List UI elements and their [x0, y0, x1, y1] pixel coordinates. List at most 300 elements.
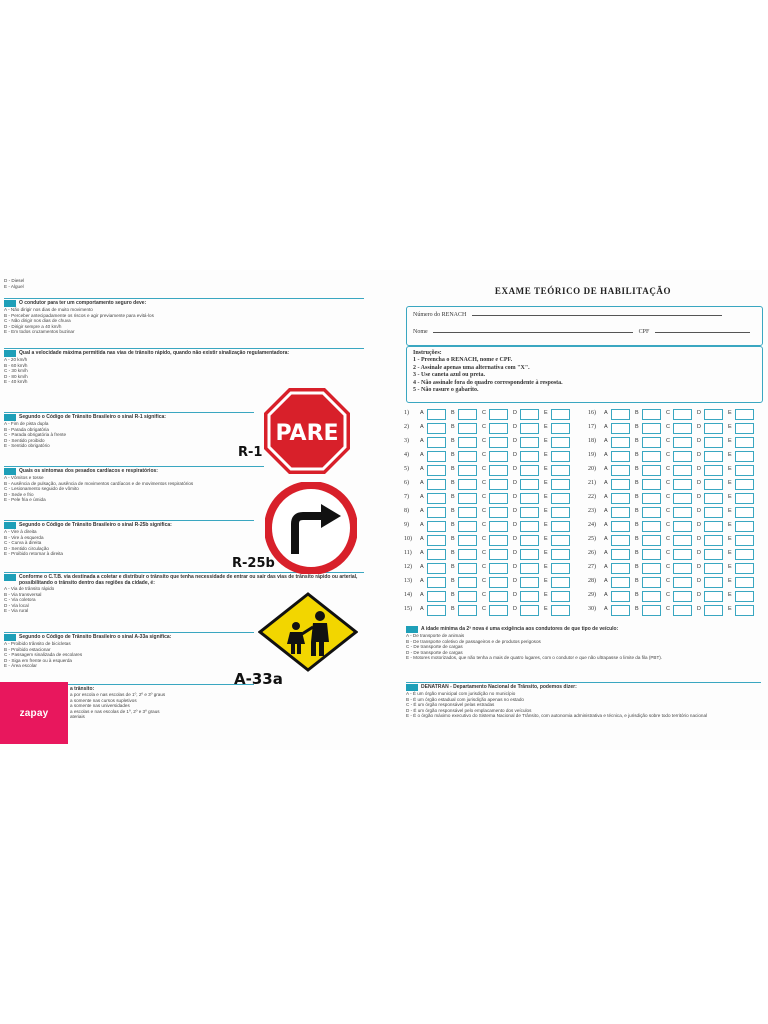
question-stem: Segundo o Código de Trânsito Brasileiro o sinal R-25b significa: [19, 522, 172, 528]
option-text: D - De transporte de cargas [406, 649, 463, 655]
answer-checkbox[interactable] [458, 507, 477, 518]
answer-checkbox[interactable] [551, 409, 570, 420]
option-text: E - Área escolar [4, 663, 37, 669]
candidate-header-box [406, 306, 763, 346]
sign-code-a33a: A-33a [234, 670, 283, 688]
answer-checkbox[interactable] [551, 577, 570, 588]
answer-letter: B [635, 606, 639, 612]
question-stem: A idade mínima da 2ª nova é uma exigência aos condutores de que tipo de veículo: [421, 626, 619, 632]
answer-checkbox[interactable] [735, 577, 754, 588]
answer-checkbox[interactable] [642, 493, 661, 504]
answer-letter: E [544, 522, 548, 528]
answer-letter: D [697, 438, 701, 444]
answer-letter: D [697, 410, 701, 416]
answer-checkbox[interactable] [489, 409, 508, 420]
answer-letter: C [482, 550, 486, 556]
answer-checkbox[interactable] [551, 563, 570, 574]
option-text: C - Não dirigir nos dias de chuva [4, 318, 71, 324]
answer-checkbox[interactable] [427, 437, 446, 448]
instruction-item: 2 - Assinale apenas uma alternativa com "X". [413, 364, 530, 371]
option-text: D - Sentido circulação [4, 545, 49, 551]
answer-letter: C [666, 452, 670, 458]
answer-checkbox[interactable] [735, 493, 754, 504]
answer-letter: B [451, 564, 455, 570]
answer-checkbox[interactable] [458, 409, 477, 420]
answer-row-number: 3) [404, 438, 409, 444]
answer-row-number: 29) [588, 592, 596, 598]
answer-checkbox[interactable] [704, 563, 723, 574]
answer-checkbox[interactable] [489, 465, 508, 476]
question-stem: Segundo o Código de Trânsito Brasileiro o sinal R-1 significa: [19, 414, 166, 420]
answer-letter: E [728, 424, 732, 430]
answer-checkbox[interactable] [458, 521, 477, 532]
answer-row [588, 533, 763, 547]
answer-letter: B [635, 480, 639, 486]
answer-letter: B [451, 536, 455, 542]
page-title: EXAME TEÓRICO DE HABILITAÇÃO [494, 286, 672, 296]
answer-checkbox[interactable] [489, 479, 508, 490]
answer-checkbox[interactable] [704, 507, 723, 518]
answer-checkbox[interactable] [427, 521, 446, 532]
option-text: C - É um órgão responsável pelas estradas [406, 702, 495, 708]
answer-checkbox[interactable] [642, 437, 661, 448]
answer-checkbox[interactable] [427, 507, 446, 518]
answer-letter: E [728, 536, 732, 542]
question-stem: O condutor para ter um comportamento seguro deve: [19, 300, 147, 306]
answer-checkbox[interactable] [427, 605, 446, 616]
answer-checkbox[interactable] [611, 479, 630, 490]
answer-checkbox[interactable] [642, 535, 661, 546]
answer-checkbox[interactable] [642, 577, 661, 588]
answer-checkbox[interactable] [489, 549, 508, 560]
answer-letter: A [604, 550, 608, 556]
answer-checkbox[interactable] [673, 479, 692, 490]
answer-checkbox[interactable] [458, 451, 477, 462]
answer-checkbox[interactable] [673, 605, 692, 616]
answer-checkbox[interactable] [551, 465, 570, 476]
instructions-list [413, 350, 563, 394]
answer-letter: B [635, 550, 639, 556]
answer-checkbox[interactable] [551, 605, 570, 616]
answer-letter: B [635, 466, 639, 472]
answer-checkbox[interactable] [642, 521, 661, 532]
brand-logo: zapay [0, 682, 68, 744]
answer-checkbox[interactable] [427, 493, 446, 504]
option-text: D - Diesel [4, 278, 25, 283]
answer-row [588, 435, 763, 449]
answer-checkbox[interactable] [520, 577, 539, 588]
answer-row [404, 407, 579, 421]
answer-checkbox[interactable] [611, 437, 630, 448]
answer-checkbox[interactable] [551, 423, 570, 434]
answer-checkbox[interactable] [520, 479, 539, 490]
option-text: D - Via local [4, 602, 29, 608]
question-divider [4, 466, 264, 467]
answer-checkbox[interactable] [642, 479, 661, 490]
answer-checkbox[interactable] [673, 409, 692, 420]
answer-row [404, 505, 579, 519]
answer-letter: C [482, 410, 486, 416]
answer-checkbox[interactable] [489, 451, 508, 462]
answer-row [588, 505, 763, 519]
answer-checkbox[interactable] [489, 605, 508, 616]
question-number-badge [4, 300, 16, 307]
answer-checkbox[interactable] [458, 535, 477, 546]
answer-letter: B [451, 592, 455, 598]
option-text: A - Via de trânsito rápido [4, 586, 55, 591]
answer-letter: B [451, 424, 455, 430]
answer-checkbox[interactable] [642, 549, 661, 560]
option-text: B - Vire à esquerda [4, 534, 44, 540]
answer-checkbox[interactable] [611, 577, 630, 588]
question-number-badge [4, 574, 16, 581]
answer-letter: E [544, 438, 548, 444]
answer-checkbox[interactable] [673, 493, 692, 504]
question-number-badge [4, 634, 16, 641]
answer-checkbox[interactable] [551, 591, 570, 602]
answer-letter: E [544, 606, 548, 612]
option-text: B - Via transversal [4, 591, 42, 597]
answer-checkbox[interactable] [611, 465, 630, 476]
answer-checkbox[interactable] [458, 493, 477, 504]
answer-checkbox[interactable] [735, 605, 754, 616]
answer-checkbox[interactable] [520, 605, 539, 616]
answer-checkbox[interactable] [489, 423, 508, 434]
answer-letter: A [604, 578, 608, 584]
answer-letter: B [635, 438, 639, 444]
answer-letter: E [544, 578, 548, 584]
answer-checkbox[interactable] [458, 591, 477, 602]
answer-checkbox[interactable] [427, 535, 446, 546]
answer-row [588, 477, 763, 491]
answer-checkbox[interactable] [458, 563, 477, 574]
answer-checkbox[interactable] [611, 409, 630, 420]
answer-letter: A [604, 508, 608, 514]
answer-checkbox[interactable] [704, 437, 723, 448]
option-text: C - De transporte de cargas [406, 644, 463, 650]
answer-checkbox[interactable] [489, 521, 508, 532]
answer-row [588, 421, 763, 435]
name-label: Nome [413, 329, 428, 335]
question-31 [406, 626, 761, 661]
answer-checkbox[interactable] [735, 521, 754, 532]
option-text: E - Em todos cruzamentos buzinar [4, 329, 75, 335]
answer-checkbox[interactable] [551, 521, 570, 532]
answer-checkbox[interactable] [551, 507, 570, 518]
answer-letter: A [420, 410, 424, 416]
answer-letter: C [666, 508, 670, 514]
answer-checkbox[interactable] [642, 451, 661, 462]
answer-checkbox[interactable] [704, 451, 723, 462]
answer-checkbox[interactable] [551, 479, 570, 490]
answer-checkbox[interactable] [673, 563, 692, 574]
answer-checkbox[interactable] [704, 577, 723, 588]
answer-checkbox[interactable] [427, 549, 446, 560]
answer-letter: E [544, 452, 548, 458]
answer-letter: C [666, 424, 670, 430]
answer-letter: E [728, 550, 732, 556]
answer-checkbox[interactable] [520, 507, 539, 518]
answer-checkbox[interactable] [642, 507, 661, 518]
answer-checkbox[interactable] [551, 535, 570, 546]
answer-row [588, 603, 763, 617]
instruction-item: 3 - Use caneta azul ou preta. [413, 372, 486, 379]
question-divider [406, 682, 761, 683]
answer-checkbox[interactable] [735, 465, 754, 476]
answer-checkbox[interactable] [735, 409, 754, 420]
answer-letter: A [420, 592, 424, 598]
answer-checkbox[interactable] [551, 437, 570, 448]
option-text: E - 40 km/h [4, 379, 28, 385]
answer-checkbox[interactable] [520, 409, 539, 420]
answer-checkbox[interactable] [427, 409, 446, 420]
answer-letter: B [635, 494, 639, 500]
answer-checkbox[interactable] [642, 591, 661, 602]
answer-row [588, 589, 763, 603]
answer-checkbox[interactable] [611, 563, 630, 574]
answer-checkbox[interactable] [489, 437, 508, 448]
answer-letter: D [697, 424, 701, 430]
name-line [433, 332, 633, 333]
answer-row-number: 19) [588, 452, 596, 458]
answer-letter: C [482, 424, 486, 430]
answer-checkbox[interactable] [673, 591, 692, 602]
answer-checkbox[interactable] [458, 423, 477, 434]
answer-checkbox[interactable] [427, 465, 446, 476]
answer-checkbox[interactable] [427, 423, 446, 434]
answer-checkbox[interactable] [520, 493, 539, 504]
answer-row-number: 26) [588, 550, 596, 556]
option-text: B - Ausência de pulsação, ausência de movimentos cardíacos e de movimentos respiratórios [4, 480, 194, 486]
answer-row-number: 28) [588, 578, 596, 584]
question-stem: Quais os sintomas dos pesados cardíacos e respiratórios: [19, 468, 158, 474]
answer-checkbox[interactable] [673, 521, 692, 532]
answer-checkbox[interactable] [704, 409, 723, 420]
answer-letter: C [482, 452, 486, 458]
answer-checkbox[interactable] [611, 493, 630, 504]
answer-checkbox[interactable] [427, 479, 446, 490]
answer-checkbox[interactable] [735, 507, 754, 518]
question-divider [4, 348, 364, 349]
answer-checkbox[interactable] [611, 423, 630, 434]
answer-row-number: 12) [404, 564, 412, 570]
answer-checkbox[interactable] [551, 493, 570, 504]
question-32 [406, 684, 761, 719]
answer-row-number: 24) [588, 522, 596, 528]
answer-checkbox[interactable] [458, 549, 477, 560]
answer-checkbox[interactable] [673, 535, 692, 546]
answer-letter: E [544, 466, 548, 472]
answer-checkbox[interactable] [520, 451, 539, 462]
option-text: a escolas e nas escolas de 1º, 2º e 3º graus [70, 708, 160, 714]
option-text: B - Perceber antecipadamente os riscos e agir previamente para evitá-los [4, 312, 154, 318]
answer-checkbox[interactable] [520, 549, 539, 560]
answer-letter: D [513, 508, 517, 514]
answer-checkbox[interactable] [458, 577, 477, 588]
answer-checkbox[interactable] [611, 605, 630, 616]
answer-checkbox[interactable] [735, 563, 754, 574]
answer-checkbox[interactable] [735, 591, 754, 602]
answer-checkbox[interactable] [642, 605, 661, 616]
answer-letter: D [513, 438, 517, 444]
answer-checkbox[interactable] [427, 577, 446, 588]
answer-row-number: 25) [588, 536, 596, 542]
answer-checkbox[interactable] [611, 451, 630, 462]
answer-checkbox[interactable] [458, 479, 477, 490]
option-text: B - É um órgão estadual com jurisdição apenas no estado [406, 696, 524, 702]
answer-checkbox[interactable] [489, 577, 508, 588]
question-stem: Qual a velocidade máxima permitida nas vias de trânsito rápido, quando não existir sinalização regulamentadora: [19, 350, 290, 356]
answer-checkbox[interactable] [458, 465, 477, 476]
answer-letter: C [482, 438, 486, 444]
answer-checkbox[interactable] [735, 479, 754, 490]
answer-letter: E [544, 564, 548, 570]
answer-row-number: 30) [588, 606, 596, 612]
answer-checkbox[interactable] [673, 437, 692, 448]
option-text: A - De transporte de animais [406, 633, 465, 638]
question-number-badge [4, 522, 16, 529]
answer-checkbox[interactable] [520, 521, 539, 532]
answer-checkbox[interactable] [611, 507, 630, 518]
answer-letter: C [666, 466, 670, 472]
question-8 [70, 686, 320, 720]
answer-checkbox[interactable] [704, 465, 723, 476]
answer-letter: D [513, 480, 517, 486]
answer-checkbox[interactable] [642, 563, 661, 574]
answer-checkbox[interactable] [704, 535, 723, 546]
answer-letter: C [666, 536, 670, 542]
answer-letter: D [513, 606, 517, 612]
answer-letter: E [544, 494, 548, 500]
answer-row [404, 575, 579, 589]
answer-row [404, 547, 579, 561]
instruction-item: 4 - Não assinale fora do quadro correspondente à resposta. [413, 379, 563, 386]
answer-letter: C [666, 438, 670, 444]
answer-checkbox[interactable] [520, 437, 539, 448]
answer-letter: B [451, 494, 455, 500]
answer-checkbox[interactable] [611, 521, 630, 532]
answer-letter: D [697, 564, 701, 570]
answer-checkbox[interactable] [489, 535, 508, 546]
question-1 [4, 300, 364, 335]
answer-checkbox[interactable] [458, 605, 477, 616]
option-text: A - 20 km/h [4, 357, 28, 362]
option-text: D - Sentido proibido [4, 437, 45, 443]
answer-letter: A [420, 578, 424, 584]
answer-row-number: 18) [588, 438, 596, 444]
option-text: D - Sede e frio [4, 491, 34, 497]
answer-row-number: 7) [404, 494, 409, 500]
answer-checkbox[interactable] [520, 423, 539, 434]
answer-letter: B [451, 550, 455, 556]
instruction-item: 1 - Preencha o RENACH, nome e CPF. [413, 357, 513, 364]
answer-checkbox[interactable] [520, 563, 539, 574]
answer-checkbox[interactable] [735, 451, 754, 462]
answer-letter: D [513, 564, 517, 570]
answer-checkbox[interactable] [704, 479, 723, 490]
answer-checkbox[interactable] [427, 591, 446, 602]
answer-checkbox[interactable] [611, 591, 630, 602]
answer-checkbox[interactable] [673, 451, 692, 462]
answer-checkbox[interactable] [642, 465, 661, 476]
answer-letter: E [728, 494, 732, 500]
answer-checkbox[interactable] [673, 549, 692, 560]
answer-checkbox[interactable] [704, 591, 723, 602]
renach-label: Número do RENACH [413, 312, 467, 318]
answer-checkbox[interactable] [611, 535, 630, 546]
answer-checkbox[interactable] [673, 465, 692, 476]
answer-checkbox[interactable] [427, 451, 446, 462]
answer-letter: C [666, 606, 670, 612]
instruction-item: 5 - Não rasure o gabarito. [413, 387, 479, 394]
answer-checkbox[interactable] [704, 605, 723, 616]
answer-checkbox[interactable] [704, 493, 723, 504]
answer-letter: E [728, 606, 732, 612]
answer-checkbox[interactable] [735, 535, 754, 546]
answer-letter: E [728, 438, 732, 444]
answer-checkbox[interactable] [704, 423, 723, 434]
answer-checkbox[interactable] [704, 549, 723, 560]
answer-checkbox[interactable] [642, 409, 661, 420]
school-zone-sign-icon [258, 592, 358, 672]
answer-checkbox[interactable] [489, 493, 508, 504]
answer-letter: D [513, 410, 517, 416]
answer-checkbox[interactable] [673, 577, 692, 588]
answer-checkbox[interactable] [673, 507, 692, 518]
answer-letter: B [451, 452, 455, 458]
answer-checkbox[interactable] [735, 437, 754, 448]
option-text: A - Proibido trânsito de bicicletas [4, 641, 71, 646]
answer-row-number: 14) [404, 592, 412, 598]
answer-letter: B [635, 410, 639, 416]
option-text: A - É um órgão municipal com jurisdição no município [406, 691, 516, 696]
answer-checkbox[interactable] [551, 549, 570, 560]
answer-checkbox[interactable] [520, 591, 539, 602]
answer-checkbox[interactable] [642, 423, 661, 434]
answer-checkbox[interactable] [458, 437, 477, 448]
answer-letter: D [513, 522, 517, 528]
answer-checkbox[interactable] [520, 535, 539, 546]
answer-checkbox[interactable] [489, 507, 508, 518]
answer-letter: D [513, 452, 517, 458]
answer-letter: B [451, 480, 455, 486]
answer-row-number: 17) [588, 424, 596, 430]
answer-letter: D [697, 494, 701, 500]
answer-checkbox[interactable] [489, 591, 508, 602]
answer-letter: A [604, 466, 608, 472]
answer-row-number: 15) [404, 606, 412, 612]
left-page [0, 270, 384, 750]
answer-row-number: 21) [588, 480, 596, 486]
answer-checkbox[interactable] [735, 423, 754, 434]
answer-checkbox[interactable] [704, 521, 723, 532]
answer-row-number: 13) [404, 578, 412, 584]
answer-checkbox[interactable] [611, 549, 630, 560]
answer-checkbox[interactable] [489, 563, 508, 574]
answer-letter: C [482, 480, 486, 486]
answer-checkbox[interactable] [673, 423, 692, 434]
answer-checkbox[interactable] [551, 451, 570, 462]
option-text: A - Vire à direita [4, 529, 37, 534]
cpf-label: CPF [638, 329, 650, 335]
answer-checkbox[interactable] [427, 563, 446, 574]
question-number-badge [4, 414, 16, 421]
answer-letter: C [666, 410, 670, 416]
answer-row-number: 5) [404, 466, 409, 472]
answer-checkbox[interactable] [520, 465, 539, 476]
answer-letter: C [666, 564, 670, 570]
answer-checkbox[interactable] [735, 549, 754, 560]
